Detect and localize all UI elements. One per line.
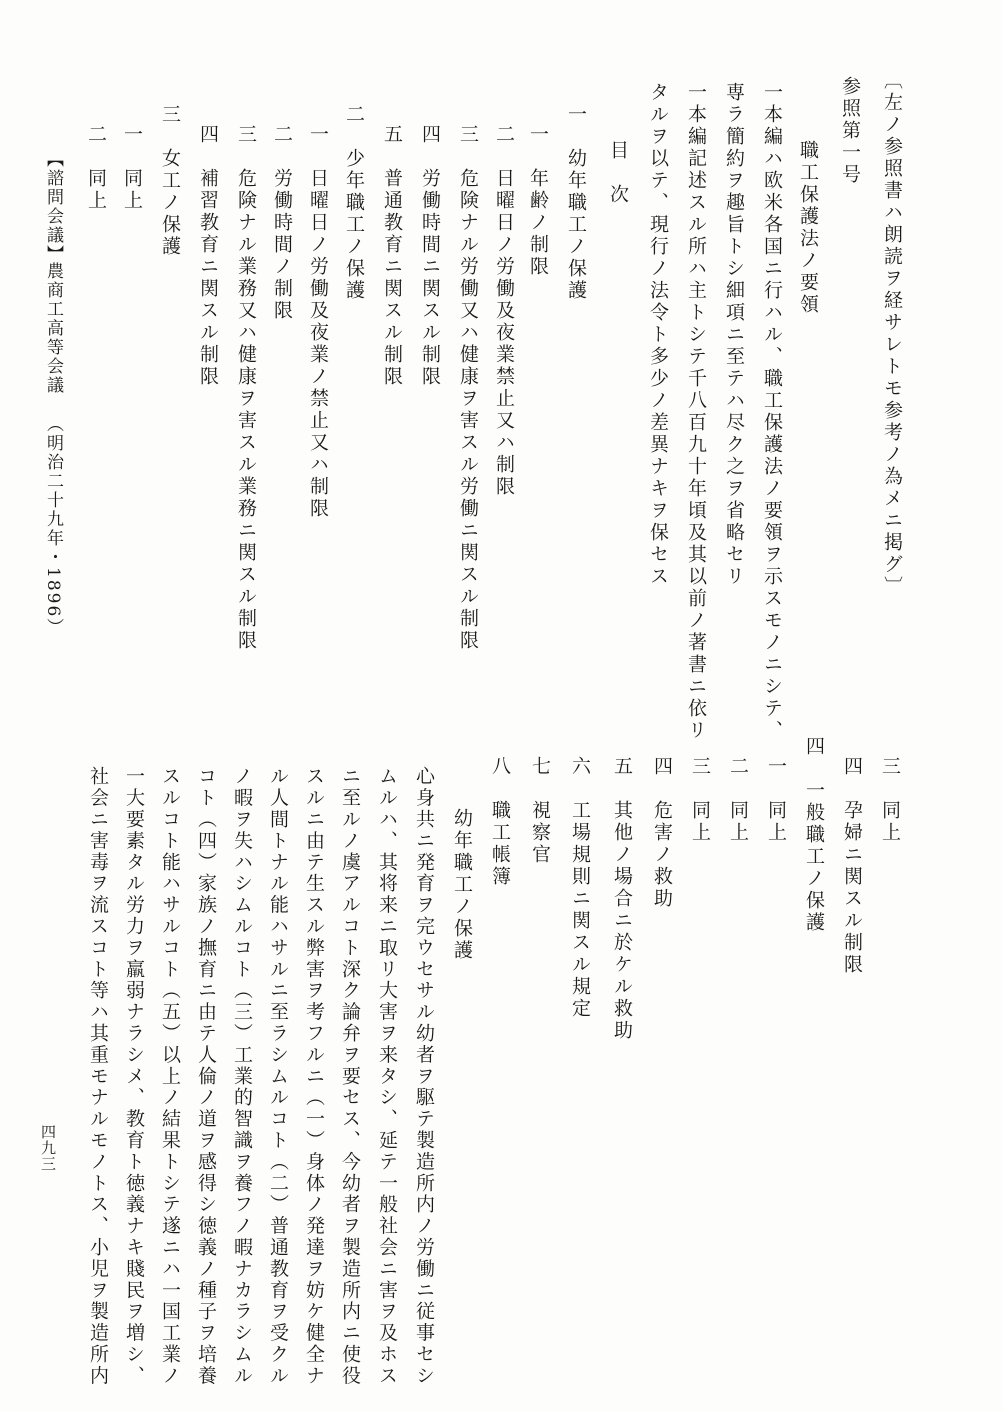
toc-item: 七 視察官	[529, 756, 551, 866]
toc-item: 六 工場規則ニ関スル規定	[569, 756, 591, 1020]
toc-item: 二 日曜日ノ労働及夜業禁止又ハ制限	[493, 124, 515, 498]
toc-item: 三 危険ナル業務又ハ健康ヲ害スル業務ニ関スル制限	[235, 124, 257, 652]
body-line: スルニ由テ生スル弊害ヲ考フルニ（一）身体ノ発達ヲ妨ケ健全ナ	[303, 766, 325, 1387]
toc-item: 五 普通教育ニ関スル制限	[381, 124, 403, 388]
toc-item: 一 同上	[765, 756, 787, 844]
toc-item: 四 一般職工ノ保護	[803, 736, 825, 934]
toc-item: 二 同上	[727, 756, 749, 844]
toc-item: 二 労働時間ノ制限	[271, 124, 293, 322]
toc-item: 五 其他ノ場合ニ於ケル救助	[611, 756, 633, 1042]
section-label: 【諮問会議】	[43, 150, 63, 264]
section-heading: 幼年職工ノ保護	[451, 808, 473, 962]
toc-item: 三 同上	[689, 756, 711, 844]
toc-item: 一 幼年職工ノ保護	[565, 104, 587, 302]
page-number: 四九三	[39, 1124, 57, 1172]
toc-item: 一 日曜日ノ労働及夜業ノ禁止又ハ制限	[307, 124, 329, 520]
toc-item: 一 年齢ノ制限	[527, 124, 549, 278]
body-line: ノ暇ヲ失ハシムルコト（三）工業的智識ヲ養フノ暇ナカラシムル	[231, 766, 253, 1387]
body-line: 心身共ニ発育ヲ完ウセサル幼者ヲ駆テ製造所内ノ労働ニ従事セシ	[413, 766, 435, 1387]
toc-item: 三 危険ナル労働又ハ健康ヲ害スル労働ニ関スル制限	[457, 124, 479, 652]
toc-item: 一 同上	[121, 124, 143, 212]
body-line: ル人間トナル能ハサルニ至ラシムルコト（二）普通教育ヲ受クル	[267, 766, 289, 1387]
council-title: 農商工高等会議	[43, 262, 63, 395]
body-line: ムルハ、其将来ニ取リ大害ヲ来タシ、延テ一般社会ニ害ヲ及ホス	[376, 766, 398, 1387]
body-line: 一大要素タル労力ヲ羸弱ナラシメ、教育ト徳義ナキ賤民ヲ増シ、	[123, 766, 145, 1387]
toc-item: 八 職工帳簿	[489, 756, 511, 888]
toc-item: 三 同上	[879, 756, 901, 844]
toc-item: 四 危害ノ救助	[651, 756, 673, 910]
toc-item: 二 少年職工ノ保護	[343, 104, 365, 302]
body-line: スルコト能ハサルコト（五）以上ノ結果トシテ遂ニハ一国工業ノ	[159, 766, 181, 1387]
intro-line: タルヲ以テ、現行ノ法令ト多少ノ差異ナキヲ保セス	[647, 82, 669, 588]
toc-item: 四 補習教育ニ関スル制限	[197, 124, 219, 388]
toc-item: 二 同上	[85, 124, 107, 212]
toc-heading: 目 次	[607, 140, 629, 206]
intro-line: 専ラ簡約ヲ趣旨トシ細項ニ至テハ尽ク之ヲ省略セリ	[723, 82, 745, 588]
intro-line: 一本編ハ欧米各国ニ行ハル、職工保護法ノ要領ヲ示スモノニシテ、	[761, 82, 783, 742]
toc-item: 四 孕婦ニ関スル制限	[841, 756, 863, 976]
body-line: 社会ニ害毒ヲ流スコト等ハ其重モナルモノトス、小児ヲ製造所内	[87, 766, 109, 1387]
body-line: ニ至ルノ虞アルコト深ク論弁ヲ要セス、今幼者ヲ製造所内ニ使役	[339, 766, 361, 1387]
era-label: （明治二十九年・1896）	[43, 415, 63, 638]
body-line: コト（四）家族ノ撫育ニ由テ人倫ノ道ヲ感得シ徳義ノ種子ヲ培養	[195, 766, 217, 1387]
reference-note: 〔左ノ参照書ハ朗読ヲ経サレトモ参考ノ為メニ掲グ〕	[881, 70, 903, 598]
toc-item: 四 労働時間ニ関スル制限	[419, 124, 441, 388]
toc-item: 三 女工ノ保護	[159, 104, 181, 258]
document-title: 職工保護法ノ要領	[797, 140, 819, 316]
intro-line: 一本編記述スル所ハ主トシテ千八百九十年頃及其以前ノ著書ニ依リ	[685, 82, 707, 742]
reference-number: 参照第一号	[839, 76, 861, 186]
